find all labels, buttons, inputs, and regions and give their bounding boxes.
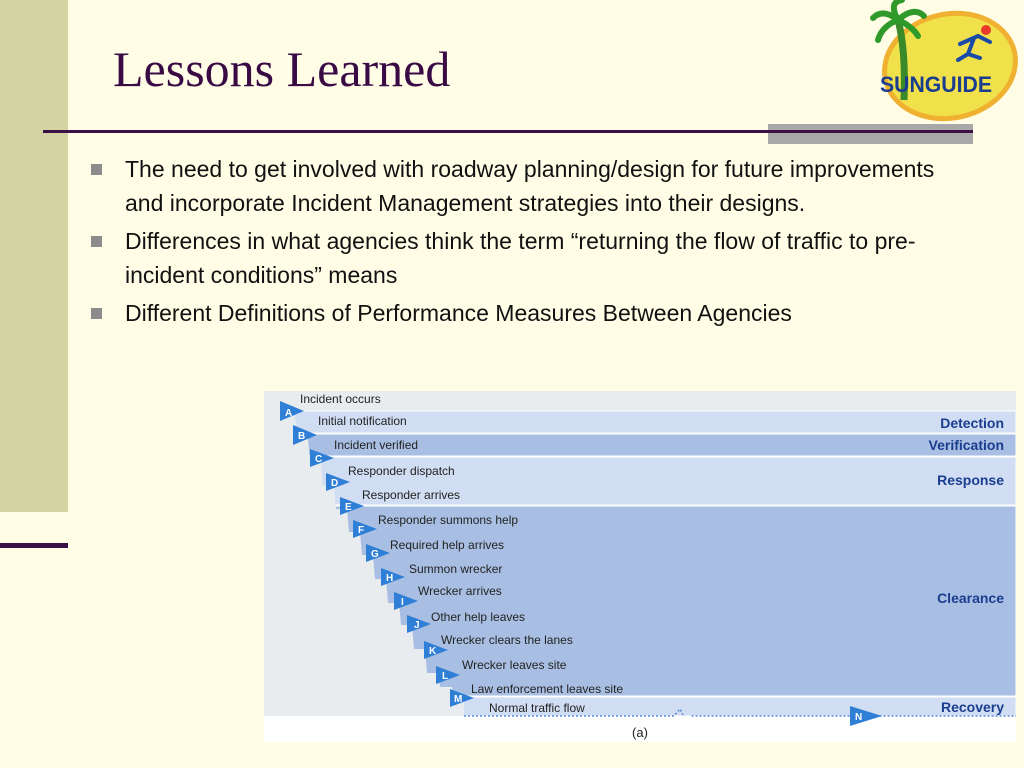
step-letter: J: [414, 620, 420, 631]
step-label: Required help arrives: [390, 538, 505, 552]
bullet-marker: [91, 236, 102, 247]
bullet-text: The need to get involved with roadway planning/design for future improvements and incorporate Incident Management strategies into their designs.: [125, 156, 935, 216]
step-label: Wrecker leaves site: [462, 658, 567, 672]
figure-caption: (a): [632, 725, 648, 740]
step-letter: M: [454, 694, 463, 705]
step-label: Initial notification: [318, 414, 407, 428]
sunguide-logo: [868, 0, 1018, 125]
step-letter: B: [298, 431, 306, 442]
title-rule-accent: [768, 124, 973, 144]
step-letter: C: [315, 454, 323, 465]
step-label: Wrecker arrives: [418, 584, 502, 598]
step-letter: D: [331, 478, 339, 489]
step-label: Law enforcement leaves site: [471, 682, 624, 696]
step-letter: L: [442, 671, 449, 682]
side-decoration-dash: [0, 543, 68, 548]
incident-timeline-diagram: [264, 391, 1016, 742]
logo-text: SUNGUIDE: [880, 72, 992, 97]
phase-label-recovery: Recovery: [940, 699, 1004, 715]
step-label: Responder dispatch: [348, 464, 455, 478]
step-letter: K: [429, 646, 437, 657]
step-label: Wrecker clears the lanes: [441, 633, 573, 647]
bullet-item: [88, 296, 948, 330]
step-label: Other help leaves: [431, 610, 526, 624]
step-label: Responder summons help: [378, 513, 519, 527]
step-letter: I: [401, 597, 404, 608]
bullet-item: [88, 152, 948, 220]
bullet-text: Different Definitions of Performance Measures Between Agencies: [125, 300, 792, 326]
phase-label-detection: Detection: [940, 415, 1004, 431]
phase-label-verification: Verification: [928, 437, 1004, 453]
bullet-marker: [91, 164, 102, 175]
phase-label-response: Response: [937, 472, 1004, 488]
step-letter: E: [345, 502, 352, 513]
title-rule: [43, 130, 973, 133]
bullet-marker: [91, 308, 102, 319]
bullet-text: Differences in what agencies think the term “returning the flow of traffic to pre-incident conditions” means: [125, 228, 916, 288]
step-letter: A: [285, 408, 293, 419]
step-label: Summon wrecker: [409, 562, 503, 576]
step-label: Normal traffic flow: [489, 701, 585, 715]
incident-timeline-figure: [264, 391, 1016, 742]
side-decoration-bar: [0, 0, 68, 512]
step-letter: H: [386, 573, 394, 584]
bullet-item: [88, 224, 948, 292]
step-label: Incident occurs: [300, 392, 381, 406]
bullet-list: [88, 152, 948, 334]
phase-label-clearance: Clearance: [937, 590, 1004, 606]
step-letter: N: [855, 712, 863, 723]
step-letter: F: [358, 525, 365, 536]
step-label: Responder arrives: [362, 488, 461, 502]
step-letter: G: [371, 549, 379, 560]
step-label: Incident verified: [334, 438, 419, 452]
slide-title: Lessons Learned: [113, 41, 451, 97]
